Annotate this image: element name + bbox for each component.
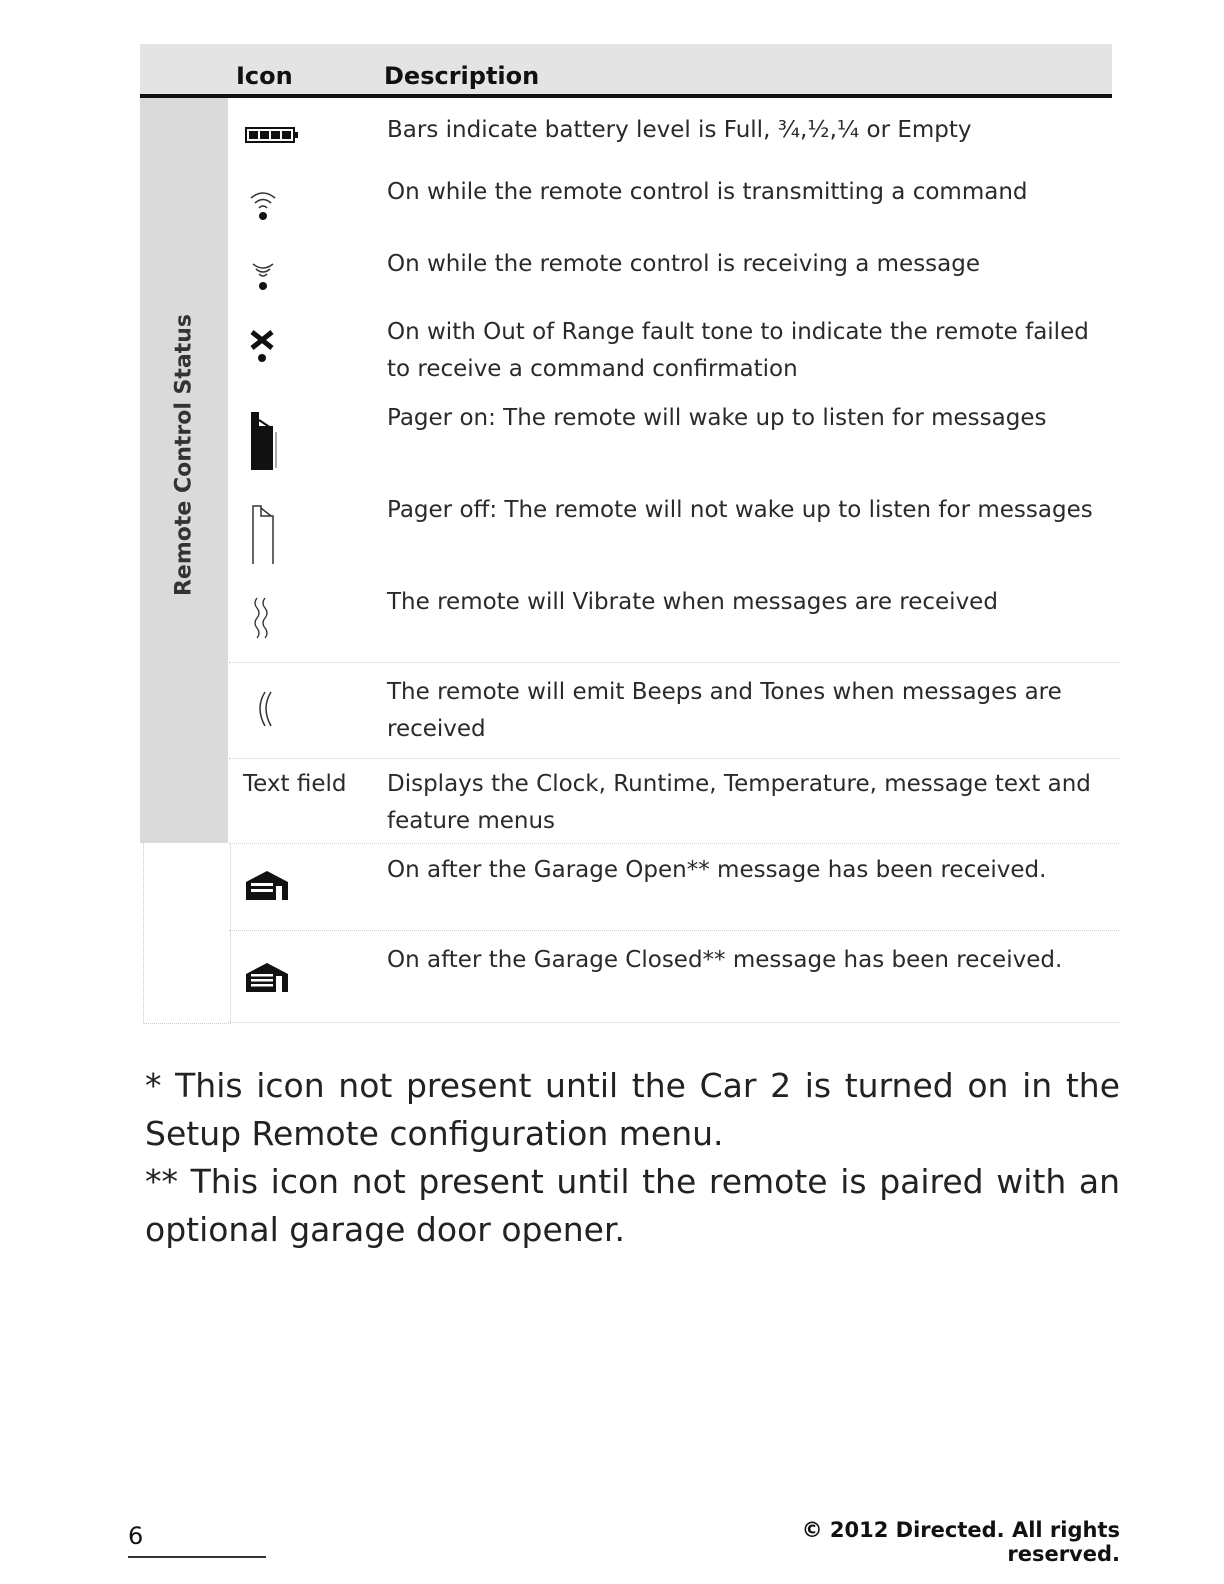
row-description: Pager on: The remote will wake up to listen for messages: [387, 405, 1047, 431]
battery-icon: [243, 124, 313, 150]
table-row: [229, 584, 1119, 654]
row-divider: [229, 843, 1119, 844]
text-field-label: Text field: [243, 771, 347, 797]
footnotes: [145, 1062, 1120, 1254]
row-description: Pager off: The remote will not wake up to listen for messages: [387, 497, 1093, 523]
pager-off-icon: [243, 498, 313, 572]
table-header: [140, 44, 1112, 98]
row-description: On while the remote control is receiving a message: [387, 251, 981, 277]
table-row: [229, 942, 1119, 1012]
table-row: [229, 112, 1119, 162]
row-description: On while the remote control is transmitting a command: [387, 179, 1028, 205]
footnote-2: ** This icon not present until the remote is paired with an optional garage door opener.: [145, 1162, 1120, 1249]
receive-icon: [243, 256, 313, 300]
copyright: © 2012 Directed. All rights reserved.: [801, 1518, 1120, 1566]
row-description: On after the Garage Closed** message has been received.: [387, 947, 1063, 973]
out-of-range-icon: [243, 328, 313, 372]
row-description: On after the Garage Open** message has been received.: [387, 857, 1047, 883]
table-row: [229, 400, 1119, 480]
row-description: On with Out of Range fault tone to indicate the remote failed to receive a command confirmation: [387, 319, 1089, 382]
table-row: [229, 766, 1119, 842]
table-row: [229, 174, 1119, 234]
table-row: [229, 246, 1119, 306]
transmit-icon: [243, 184, 313, 228]
row-divider: [229, 758, 1119, 759]
page-number-rule: [128, 1556, 266, 1558]
table-row: [229, 492, 1119, 576]
header-description-label: Description: [384, 62, 540, 90]
beep-icon: [243, 688, 313, 736]
row-divider: [229, 662, 1119, 663]
table-row: [229, 674, 1119, 754]
section-sidebar-lower: [143, 843, 231, 1024]
header-icon-label: Icon: [236, 62, 293, 90]
pager-on-icon: [243, 406, 313, 480]
vibrate-icon: [243, 594, 313, 648]
table-row: [229, 852, 1119, 922]
garage-closed-icon: [243, 960, 313, 1000]
row-description: Displays the Clock, Runtime, Temperature, message text and feature menus: [387, 771, 1091, 834]
page-number: 6: [128, 1522, 144, 1550]
section-label-text: Remote Control Status: [171, 313, 197, 597]
row-description: The remote will Vibrate when messages are received: [387, 589, 998, 615]
garage-open-icon: [243, 868, 313, 908]
section-label: [140, 313, 228, 597]
footnote-1: * This icon not present until the Car 2 is turned on in the Setup Remote configuration menu.: [145, 1066, 1120, 1153]
row-description: The remote will emit Beeps and Tones when messages are received: [387, 679, 1062, 742]
row-description: Bars indicate battery level is Full, ¾,½,¼ or Empty: [387, 117, 972, 143]
table-row: [229, 314, 1119, 394]
row-divider: [229, 930, 1119, 931]
row-divider: [229, 1022, 1119, 1023]
